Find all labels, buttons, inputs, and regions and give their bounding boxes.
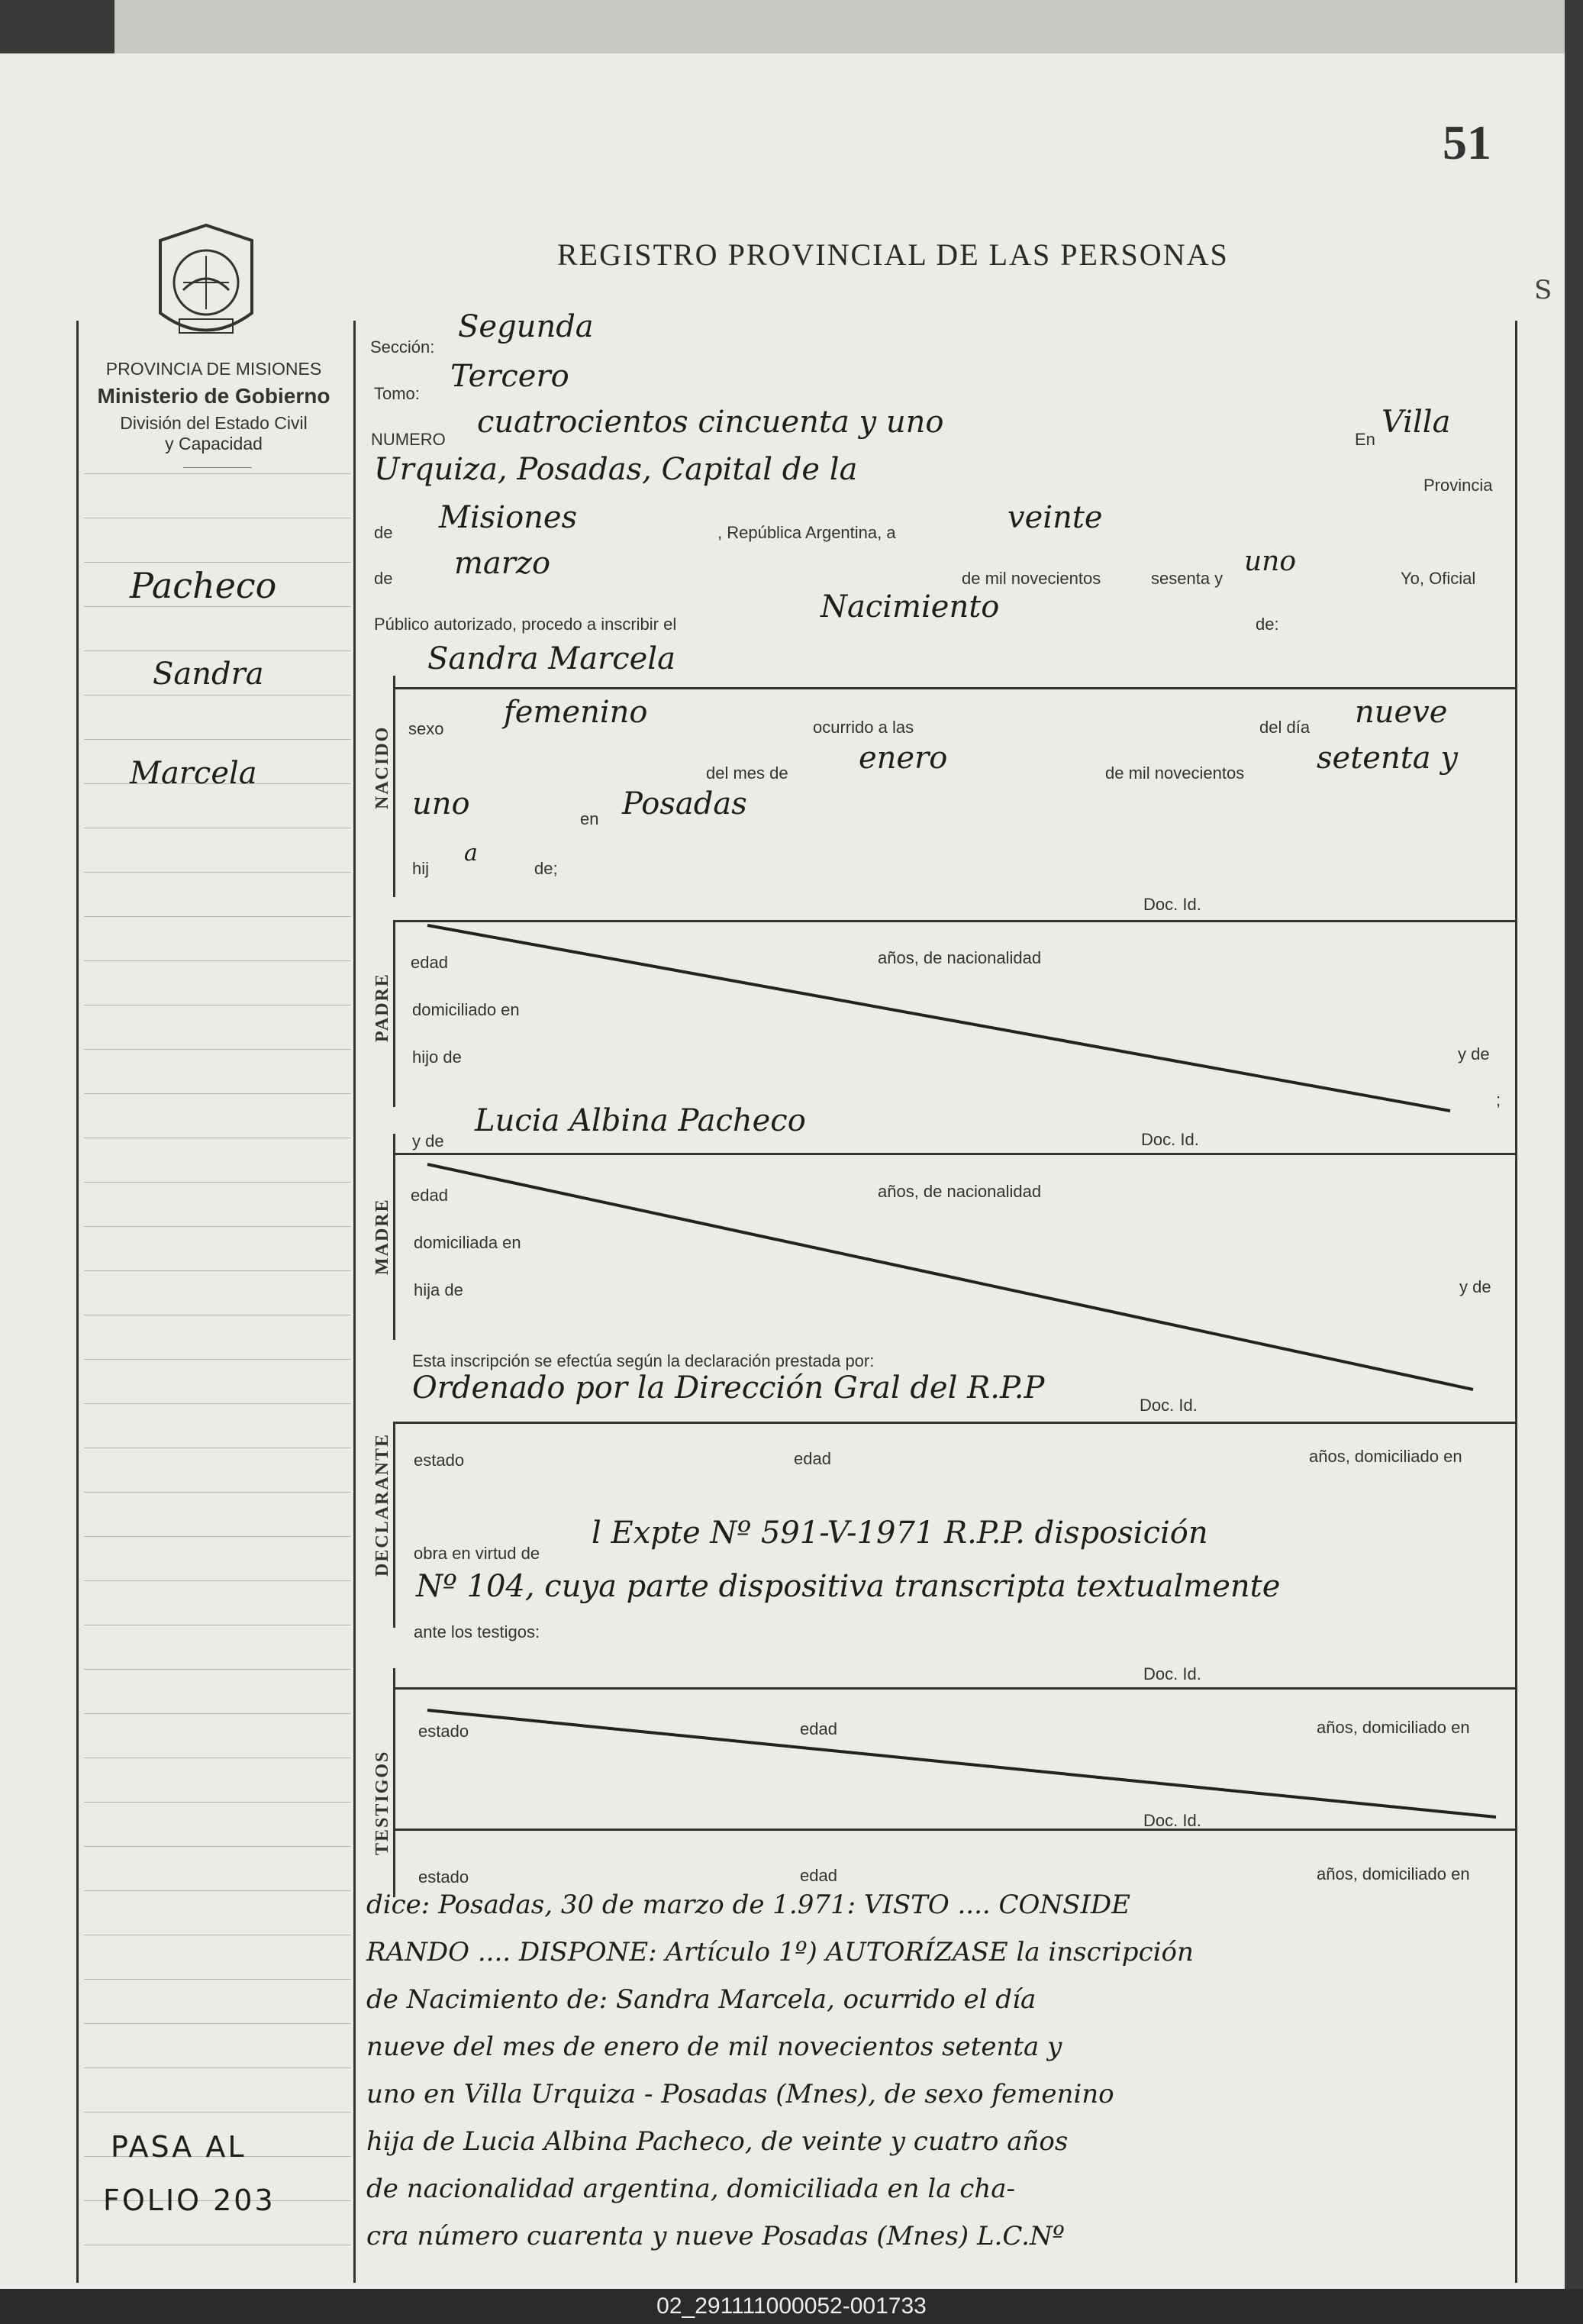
de-label-2: de	[374, 569, 393, 588]
anos-dom-label-3: años, domiciliado en	[1317, 1864, 1470, 1883]
declarante-rule	[393, 1422, 395, 1628]
register-title: REGISTRO PROVINCIAL DE LAS PERSONAS	[557, 237, 1229, 272]
sexo-label: sexo	[408, 719, 444, 738]
anio-value: uno	[1244, 546, 1297, 577]
acto-value: Nacimiento	[821, 589, 1000, 625]
anio-nac-value-2: uno	[412, 786, 470, 821]
disposition-line: nueve del mes de enero de mil novecientos setenta y	[366, 2032, 1062, 2062]
estado-label-2: estado	[418, 1722, 469, 1741]
hij-suffix: a	[464, 840, 478, 867]
doc-id-label: Doc. Id.	[1143, 895, 1201, 914]
hija-de-label: hija de	[414, 1280, 463, 1299]
section-rule-3	[393, 1153, 1515, 1155]
de-mil-label: de mil novecientos	[962, 569, 1101, 588]
madre-label: MADRE	[372, 1198, 392, 1275]
section-rule-4	[393, 1422, 1515, 1424]
disposition-line: cra número cuarenta y nueve Posadas (Mnes) L.C.Nº	[366, 2221, 1065, 2251]
anio-nac-value: setenta y	[1317, 741, 1458, 776]
edad-label: edad	[411, 953, 448, 972]
lugar-nac-value: Posadas	[622, 786, 747, 821]
margin-note: PASA AL	[111, 2130, 247, 2164]
edge-mark: S	[1534, 275, 1552, 305]
margin-name-2: Marcela	[130, 756, 257, 791]
division-name: División del Estado Civil	[120, 413, 308, 433]
seccion-label: Sección:	[370, 337, 435, 357]
sexo-value: femenino	[504, 695, 648, 730]
nacido-label: NACIDO	[372, 725, 392, 809]
anos-dom-label-2: años, domiciliado en	[1317, 1718, 1470, 1737]
y-de-label: y de	[1458, 1044, 1490, 1064]
division-name-2: y Capacidad	[165, 434, 263, 454]
ocurrido-label: ocurrido a las	[813, 718, 914, 737]
domiciliada-label: domiciliada en	[414, 1233, 521, 1252]
en-value: Villa	[1381, 405, 1451, 440]
numero-value: cuatrocientos cincuenta y uno	[477, 405, 944, 440]
inscripcion-label: Esta inscripción se efectúa según la declaración prestada por:	[412, 1351, 875, 1370]
obra-value: l Expte Nº 591-V-1971 R.P.P. disposición	[592, 1515, 1208, 1551]
disposition-line: uno en Villa Urquiza - Posadas (Mnes), de sexo femenino	[366, 2079, 1114, 2109]
del-dia-label: del día	[1259, 718, 1311, 737]
declarante-value: Ordenado por la Dirección Gral del R.P.P	[412, 1370, 1045, 1406]
madre-rule	[393, 1134, 395, 1340]
place-value: Urquiza, Posadas, Capital de la	[374, 452, 858, 487]
testigos-label: TESTIGOS	[372, 1750, 392, 1855]
testigos-rule	[393, 1668, 395, 1897]
nacionalidad-label-2: años, de nacionalidad	[878, 1182, 1042, 1201]
en-label: En	[1355, 430, 1375, 449]
de-mil-nov-label: de mil novecientos	[1105, 763, 1245, 783]
obra-label: obra en virtud de	[414, 1544, 540, 1563]
provincia-value: Misiones	[439, 500, 578, 535]
province-name: PROVINCIA DE MISIONES	[105, 359, 322, 379]
seccion-value: Segunda	[458, 309, 594, 344]
declarante-label: DECLARANTE	[372, 1432, 392, 1577]
semicolon-label: ;	[1496, 1090, 1501, 1109]
section-rule-6	[393, 1829, 1515, 1831]
hijo-de-label: hijo de	[412, 1047, 462, 1067]
y-de-label-3: y de	[1459, 1277, 1491, 1296]
doc-id-label-4: Doc. Id.	[1143, 1664, 1201, 1683]
numero-label: NUMERO	[371, 430, 446, 449]
en-label-2: en	[580, 809, 599, 828]
doc-id-label-3: Doc. Id.	[1140, 1396, 1198, 1415]
estado-label: estado	[414, 1451, 465, 1470]
hij-label: hij	[412, 859, 430, 878]
dia-nac-value: nueve	[1355, 695, 1448, 730]
ministry-name: Ministerio de Gobierno	[97, 384, 330, 408]
disposition-line: hija de Lucia Albina Pacheco, de veinte y cuatro años	[366, 2126, 1069, 2157]
de-semi-label: de;	[534, 859, 558, 878]
publico-label: Público autorizado, procedo a inscribir el	[374, 615, 677, 634]
obra-value-2: Nº 104, cuya parte dispositiva transcripta textualmente	[416, 1569, 1281, 1604]
testigos-intro-label: ante los testigos:	[414, 1622, 540, 1641]
page-number: 51	[1443, 115, 1491, 169]
padre-label: PADRE	[372, 973, 392, 1042]
disposition-line: de nacionalidad argentina, domiciliada en la cha-	[366, 2174, 1015, 2204]
sesenta-label: sesenta y	[1151, 569, 1224, 588]
de-label: de	[374, 523, 393, 542]
edad-label-3: edad	[794, 1449, 831, 1468]
y-de-label-2: y de	[412, 1131, 444, 1151]
domiciliado-label: domiciliado en	[412, 1000, 520, 1019]
margin-name: Sandra	[153, 657, 264, 692]
edad-label-5: edad	[800, 1866, 837, 1885]
nacionalidad-label: años, de nacionalidad	[878, 948, 1042, 967]
nombre-value: Sandra Marcela	[427, 641, 675, 676]
mes-value: marzo	[454, 546, 551, 581]
image-id: 02_291111000052-001733	[656, 2293, 927, 2319]
madre-value: Lucia Albina Pacheco	[475, 1103, 806, 1138]
de-colon-label: de:	[1256, 615, 1279, 634]
margin-surname: Pacheco	[130, 565, 277, 606]
doc-id-label-5: Doc. Id.	[1143, 1811, 1201, 1830]
tomo-value: Tercero	[450, 359, 569, 394]
edad-label-4: edad	[800, 1719, 837, 1738]
dia-value: veinte	[1008, 500, 1103, 535]
disposition-line: RANDO .... DISPONE: Artículo 1º) AUTORÍZASE la inscripción	[366, 1937, 1194, 1967]
tomo-label: Tomo:	[374, 384, 420, 403]
doc-id-label-2: Doc. Id.	[1141, 1130, 1199, 1149]
del-mes-label: del mes de	[706, 763, 788, 783]
estado-label-3: estado	[418, 1867, 469, 1887]
mes-nac-value: enero	[859, 741, 948, 776]
section-rule-5	[393, 1687, 1515, 1690]
anos-dom-label: años, domiciliado en	[1309, 1447, 1462, 1466]
oficial-label: Yo, Oficial	[1401, 569, 1476, 588]
edad-label-2: edad	[411, 1186, 448, 1205]
disposition-line: dice: Posadas, 30 de marzo de 1.971: VISTO .... CONSIDE	[366, 1890, 1130, 1920]
disposition-line: de Nacimiento de: Sandra Marcela, ocurrido el día	[366, 1984, 1037, 2015]
provincia-label: Provincia	[1423, 476, 1493, 495]
republica-label: , República Argentina, a	[717, 523, 896, 542]
margin-note-2: FOLIO 203	[103, 2184, 276, 2217]
